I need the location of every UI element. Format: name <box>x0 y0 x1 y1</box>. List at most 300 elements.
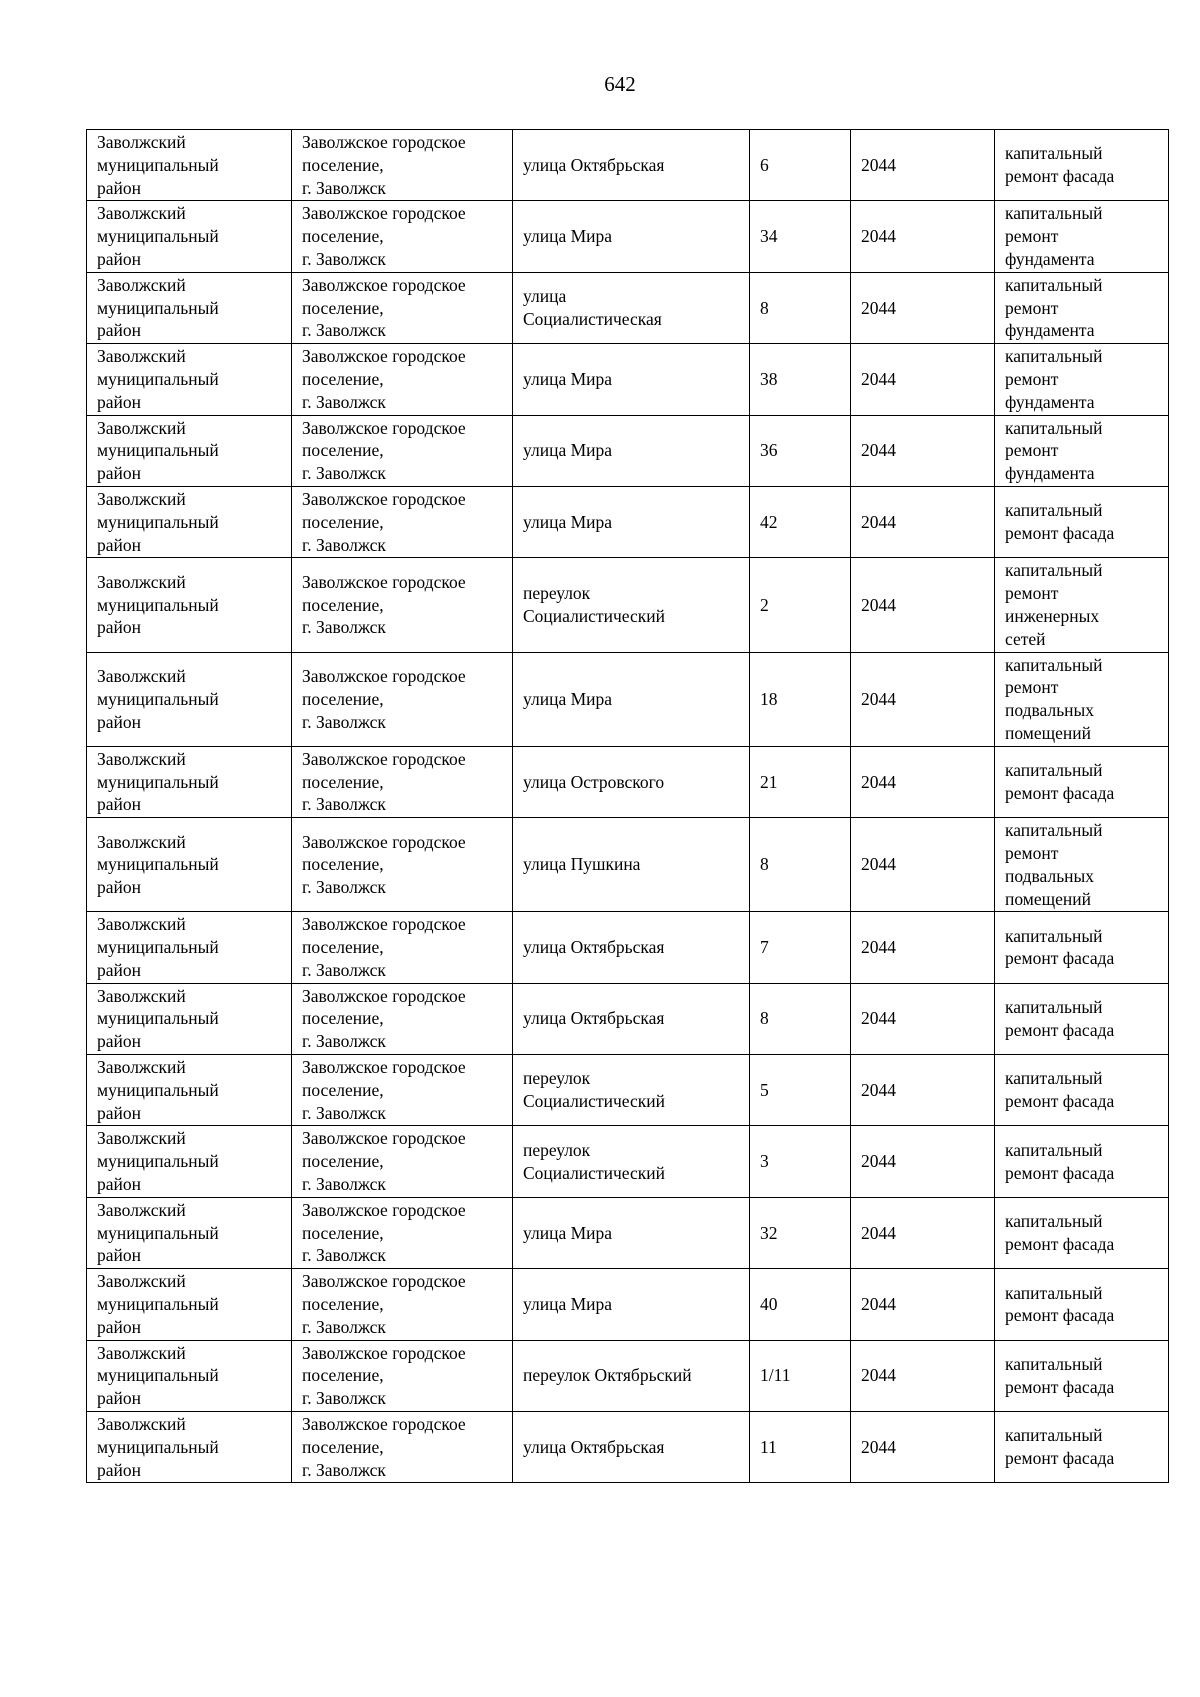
work-type-cell-line: ремонт <box>1005 368 1059 389</box>
district-cell-line: район <box>97 177 141 198</box>
settlement-cell-line: поселение, <box>302 368 384 389</box>
year-cell: 2044 <box>851 818 995 912</box>
year-cell: 2044 <box>851 344 995 415</box>
district-cell-line: Заволжский <box>97 985 186 1006</box>
house-number-cell: 40 <box>750 1269 851 1340</box>
district-cell-line: район <box>97 711 141 732</box>
house-number-cell: 8 <box>750 272 851 343</box>
district-cell-line: район <box>97 617 141 638</box>
house-number-cell: 6 <box>750 130 851 201</box>
work-type-cell-line: капитальный <box>1005 274 1103 295</box>
house-number-cell: 36 <box>750 415 851 486</box>
district-cell <box>87 1197 292 1268</box>
work-type-cell-line: сетей <box>1005 628 1046 649</box>
work-type-cell <box>995 344 1169 415</box>
settlement-cell-line: поселение, <box>302 226 384 247</box>
work-type-cell-line: капитальный <box>1005 417 1103 438</box>
settlement-cell-line: поселение, <box>302 594 384 615</box>
settlement-cell <box>292 558 513 652</box>
district-cell <box>87 1340 292 1411</box>
settlement-cell-line: Заволжское городское <box>302 1057 466 1078</box>
district-cell-line: муниципальный <box>97 771 219 792</box>
district-cell-line: Заволжский <box>97 1199 186 1220</box>
street-cell <box>513 486 750 557</box>
work-type-cell <box>995 1340 1169 1411</box>
work-type-cell-line: ремонт фасада <box>1005 1091 1115 1112</box>
settlement-cell-line: Заволжское городское <box>302 274 466 295</box>
work-type-cell <box>995 746 1169 817</box>
house-number-cell: 2 <box>750 558 851 652</box>
district-cell-line: район <box>97 534 141 555</box>
street-cell-line: улица Октябрьская <box>523 154 665 175</box>
district-cell-line: Заволжский <box>97 571 186 592</box>
district-cell <box>87 558 292 652</box>
district-cell-line: Заволжский <box>97 1057 186 1078</box>
year-cell: 2044 <box>851 983 995 1054</box>
district-cell-line: район <box>97 463 141 484</box>
work-type-cell-line: капитальный <box>1005 1139 1103 1160</box>
street-cell-line: улица Мира <box>523 688 613 709</box>
house-number-cell: 3 <box>750 1126 851 1197</box>
district-cell-line: муниципальный <box>97 854 219 875</box>
house-number-cell: 11 <box>750 1412 851 1483</box>
repair-schedule-table <box>86 129 1169 1483</box>
house-number-cell: 21 <box>750 746 851 817</box>
district-cell-line: муниципальный <box>97 1436 219 1457</box>
settlement-cell <box>292 1412 513 1483</box>
work-type-cell-line: ремонт фасада <box>1005 1305 1115 1326</box>
district-cell <box>87 818 292 912</box>
district-cell-line: Заволжский <box>97 1342 186 1363</box>
settlement-cell-line: поселение, <box>302 1222 384 1243</box>
house-number-cell: 8 <box>750 818 851 912</box>
work-type-cell-line: ремонт фасада <box>1005 1234 1115 1255</box>
settlement-cell-line: Заволжское городское <box>302 346 466 367</box>
street-cell <box>513 130 750 201</box>
work-type-cell <box>995 558 1169 652</box>
settlement-cell-line: г. Заволжск <box>302 1316 386 1337</box>
settlement-cell <box>292 1055 513 1126</box>
street-cell <box>513 272 750 343</box>
district-cell-line: муниципальный <box>97 226 219 247</box>
settlement-cell <box>292 272 513 343</box>
work-type-cell-line: помещений <box>1005 722 1091 743</box>
work-type-cell-line: ремонт <box>1005 842 1059 863</box>
table-row <box>87 983 1169 1054</box>
house-number-cell: 34 <box>750 201 851 272</box>
street-cell-line: улица Октябрьская <box>523 937 665 958</box>
work-type-cell-line: инженерных <box>1005 605 1100 626</box>
house-number-cell: 1/11 <box>750 1340 851 1411</box>
district-cell <box>87 272 292 343</box>
street-cell <box>513 415 750 486</box>
street-cell <box>513 818 750 912</box>
settlement-cell-line: г. Заволжск <box>302 1459 386 1480</box>
work-type-cell-line: капитальный <box>1005 1068 1103 1089</box>
street-cell-line: Социалистический <box>523 605 665 626</box>
street-cell-line: улица Мира <box>523 1294 613 1315</box>
district-cell-line: Заволжский <box>97 274 186 295</box>
year-cell: 2044 <box>851 746 995 817</box>
settlement-cell <box>292 652 513 746</box>
year-cell: 2044 <box>851 1126 995 1197</box>
street-cell-line: Социалистический <box>523 1091 665 1112</box>
work-type-cell-line: подвальных <box>1005 865 1095 886</box>
district-cell-line: Заволжский <box>97 1414 186 1435</box>
street-cell <box>513 1197 750 1268</box>
street-cell <box>513 1340 750 1411</box>
table-row <box>87 415 1169 486</box>
work-type-cell-line: капитальный <box>1005 203 1103 224</box>
settlement-cell-line: г. Заволжск <box>302 320 386 341</box>
work-type-cell <box>995 652 1169 746</box>
settlement-cell-line: Заволжское городское <box>302 571 466 592</box>
work-type-cell-line: капитальный <box>1005 925 1103 946</box>
district-cell-line: Заволжский <box>97 1271 186 1292</box>
district-cell-line: район <box>97 1459 141 1480</box>
district-cell-line: район <box>97 794 141 815</box>
work-type-cell-line: капитальный <box>1005 1354 1103 1375</box>
district-cell <box>87 1126 292 1197</box>
district-cell-line: муниципальный <box>97 594 219 615</box>
settlement-cell-line: поселение, <box>302 297 384 318</box>
year-cell: 2044 <box>851 1269 995 1340</box>
settlement-cell-line: поселение, <box>302 771 384 792</box>
settlement-cell-line: Заволжское городское <box>302 488 466 509</box>
district-cell-line: район <box>97 320 141 341</box>
table-body <box>87 130 1169 1483</box>
street-cell <box>513 1269 750 1340</box>
table-row <box>87 746 1169 817</box>
settlement-cell-line: Заволжское городское <box>302 417 466 438</box>
street-cell <box>513 344 750 415</box>
street-cell-line: улица Мира <box>523 368 613 389</box>
work-type-cell <box>995 818 1169 912</box>
settlement-cell <box>292 746 513 817</box>
settlement-cell-line: г. Заволжск <box>302 177 386 198</box>
work-type-cell-line: капитальный <box>1005 1211 1103 1232</box>
district-cell-line: район <box>97 1388 141 1409</box>
district-cell <box>87 1412 292 1483</box>
table-row <box>87 1412 1169 1483</box>
district-cell <box>87 1269 292 1340</box>
district-cell-line: район <box>97 1174 141 1195</box>
work-type-cell-line: капитальный <box>1005 997 1103 1018</box>
year-cell: 2044 <box>851 652 995 746</box>
street-cell-line: Социалистический <box>523 1162 665 1183</box>
settlement-cell-line: поселение, <box>302 1365 384 1386</box>
district-cell-line: муниципальный <box>97 1294 219 1315</box>
settlement-cell-line: г. Заволжск <box>302 1174 386 1195</box>
work-type-cell <box>995 1269 1169 1340</box>
settlement-cell-line: поселение, <box>302 440 384 461</box>
street-cell-line: переулок <box>523 1139 591 1160</box>
work-type-cell <box>995 415 1169 486</box>
district-cell-line: муниципальный <box>97 154 219 175</box>
work-type-cell-line: ремонт <box>1005 440 1059 461</box>
work-type-cell-line: ремонт фасада <box>1005 1162 1115 1183</box>
year-cell: 2044 <box>851 912 995 983</box>
page-number: 642 <box>604 72 636 96</box>
street-cell-line: переулок Октябрьский <box>523 1365 692 1386</box>
work-type-cell-line: ремонт фасада <box>1005 166 1115 187</box>
work-type-cell-line: фундамента <box>1005 463 1095 484</box>
district-cell <box>87 201 292 272</box>
district-cell-line: Заволжский <box>97 665 186 686</box>
settlement-cell-line: поселение, <box>302 511 384 532</box>
district-cell-line: муниципальный <box>97 1008 219 1029</box>
work-type-cell-line: ремонт фасада <box>1005 523 1115 544</box>
table-row <box>87 1055 1169 1126</box>
table-row <box>87 912 1169 983</box>
district-cell-line: Заволжский <box>97 914 186 935</box>
work-type-cell-line: ремонт <box>1005 677 1059 698</box>
settlement-cell <box>292 201 513 272</box>
year-cell: 2044 <box>851 1197 995 1268</box>
house-number-cell: 38 <box>750 344 851 415</box>
street-cell-line: улица Мира <box>523 511 613 532</box>
street-cell <box>513 201 750 272</box>
settlement-cell-line: г. Заволжск <box>302 534 386 555</box>
settlement-cell <box>292 344 513 415</box>
table-row <box>87 1197 1169 1268</box>
street-cell <box>513 1055 750 1126</box>
settlement-cell <box>292 486 513 557</box>
work-type-cell-line: фундамента <box>1005 320 1095 341</box>
district-cell-line: Заволжский <box>97 417 186 438</box>
street-cell-line: улица Октябрьская <box>523 1436 665 1457</box>
street-cell <box>513 558 750 652</box>
settlement-cell-line: г. Заволжск <box>302 617 386 638</box>
district-cell-line: муниципальный <box>97 1079 219 1100</box>
settlement-cell <box>292 1126 513 1197</box>
year-cell: 2044 <box>851 130 995 201</box>
district-cell-line: Заволжский <box>97 132 186 152</box>
settlement-cell <box>292 415 513 486</box>
work-type-cell-line: ремонт фасада <box>1005 1448 1115 1469</box>
street-cell-line: улица Октябрьская <box>523 1008 665 1029</box>
work-type-cell <box>995 272 1169 343</box>
table-row <box>87 1126 1169 1197</box>
settlement-cell <box>292 1197 513 1268</box>
street-cell-line: улица <box>523 286 567 307</box>
settlement-cell-line: Заволжское городское <box>302 748 466 769</box>
work-type-cell-line: ремонт фасада <box>1005 948 1115 969</box>
table-row <box>87 1269 1169 1340</box>
work-type-cell-line: капитальный <box>1005 1425 1103 1446</box>
settlement-cell-line: г. Заволжск <box>302 1102 386 1123</box>
table-row <box>87 818 1169 912</box>
year-cell: 2044 <box>851 201 995 272</box>
district-cell <box>87 1055 292 1126</box>
street-cell <box>513 1126 750 1197</box>
house-number-cell: 42 <box>750 486 851 557</box>
work-type-cell-line: подвальных <box>1005 700 1095 721</box>
house-number-cell: 5 <box>750 1055 851 1126</box>
district-cell-line: Заволжский <box>97 1128 186 1149</box>
settlement-cell-line: г. Заволжск <box>302 463 386 484</box>
settlement-cell-line: Заволжское городское <box>302 1414 466 1435</box>
work-type-cell <box>995 486 1169 557</box>
district-cell-line: Заволжский <box>97 203 186 224</box>
district-cell <box>87 415 292 486</box>
settlement-cell-line: г. Заволжск <box>302 1245 386 1266</box>
street-cell <box>513 983 750 1054</box>
district-cell-line: Заволжский <box>97 831 186 852</box>
settlement-cell-line: Заволжское городское <box>302 1271 466 1292</box>
street-cell <box>513 1412 750 1483</box>
settlement-cell <box>292 130 513 201</box>
table-row <box>87 1340 1169 1411</box>
street-cell-line: Социалистическая <box>523 308 662 329</box>
settlement-cell-line: поселение, <box>302 688 384 709</box>
work-type-cell-line: капитальный <box>1005 346 1103 367</box>
district-cell-line: муниципальный <box>97 1222 219 1243</box>
settlement-cell <box>292 912 513 983</box>
street-cell-line: улица Мира <box>523 440 613 461</box>
settlement-cell-line: г. Заволжск <box>302 1031 386 1052</box>
district-cell <box>87 983 292 1054</box>
work-type-cell <box>995 983 1169 1054</box>
settlement-cell-line: г. Заволжск <box>302 959 386 980</box>
table-row <box>87 558 1169 652</box>
district-cell-line: район <box>97 1102 141 1123</box>
settlement-cell-line: поселение, <box>302 1079 384 1100</box>
district-cell-line: Заволжский <box>97 748 186 769</box>
street-cell <box>513 652 750 746</box>
work-type-cell-line: ремонт фасада <box>1005 1019 1115 1040</box>
district-cell-line: район <box>97 877 141 898</box>
district-cell-line: муниципальный <box>97 368 219 389</box>
year-cell: 2044 <box>851 415 995 486</box>
district-cell-line: район <box>97 1245 141 1266</box>
house-number-cell: 32 <box>750 1197 851 1268</box>
district-cell <box>87 912 292 983</box>
year-cell: 2044 <box>851 272 995 343</box>
settlement-cell-line: Заволжское городское <box>302 1342 466 1363</box>
work-type-cell <box>995 1412 1169 1483</box>
table-row <box>87 201 1169 272</box>
district-cell-line: район <box>97 391 141 412</box>
year-cell: 2044 <box>851 1055 995 1126</box>
district-cell-line: район <box>97 248 141 269</box>
settlement-cell-line: г. Заволжск <box>302 794 386 815</box>
work-type-cell-line: фундамента <box>1005 248 1095 269</box>
settlement-cell-line: поселение, <box>302 854 384 875</box>
street-cell-line: улица Островского <box>523 771 665 792</box>
work-type-cell-line: ремонт фасада <box>1005 1376 1115 1397</box>
work-type-cell-line: капитальный <box>1005 500 1103 521</box>
settlement-cell-line: Заволжское городское <box>302 914 466 935</box>
year-cell: 2044 <box>851 486 995 557</box>
settlement-cell-line: поселение, <box>302 1008 384 1029</box>
district-cell-line: муниципальный <box>97 688 219 709</box>
work-type-cell-line: ремонт фасада <box>1005 782 1115 803</box>
house-number-cell: 8 <box>750 983 851 1054</box>
work-type-cell <box>995 201 1169 272</box>
house-number-cell: 7 <box>750 912 851 983</box>
district-cell <box>87 130 292 201</box>
settlement-cell-line: г. Заволжск <box>302 1388 386 1409</box>
work-type-cell-line: капитальный <box>1005 1282 1103 1303</box>
district-cell-line: муниципальный <box>97 511 219 532</box>
work-type-cell-line: помещений <box>1005 888 1091 909</box>
settlement-cell-line: поселение, <box>302 1151 384 1172</box>
district-cell <box>87 486 292 557</box>
settlement-cell-line: г. Заволжск <box>302 248 386 269</box>
settlement-cell-line: Заволжское городское <box>302 132 466 152</box>
settlement-cell <box>292 983 513 1054</box>
district-cell-line: район <box>97 1031 141 1052</box>
settlement-cell-line: Заволжское городское <box>302 203 466 224</box>
street-cell-line: улица Мира <box>523 226 613 247</box>
settlement-cell-line: поселение, <box>302 937 384 958</box>
settlement-cell <box>292 818 513 912</box>
settlement-cell-line: поселение, <box>302 1294 384 1315</box>
district-cell-line: муниципальный <box>97 440 219 461</box>
street-cell-line: улица Мира <box>523 1222 613 1243</box>
settlement-cell-line: поселение, <box>302 1436 384 1457</box>
work-type-cell-line: ремонт <box>1005 297 1059 318</box>
work-type-cell-line: капитальный <box>1005 760 1103 781</box>
year-cell: 2044 <box>851 1340 995 1411</box>
street-cell <box>513 912 750 983</box>
table-row <box>87 130 1169 201</box>
work-type-cell <box>995 1197 1169 1268</box>
district-cell-line: район <box>97 1316 141 1337</box>
table-row <box>87 486 1169 557</box>
settlement-cell-line: Заволжское городское <box>302 665 466 686</box>
settlement-cell-line: Заволжское городское <box>302 1199 466 1220</box>
street-cell <box>513 746 750 817</box>
street-cell-line: переулок <box>523 1068 591 1089</box>
work-type-cell <box>995 912 1169 983</box>
work-type-cell-line: ремонт <box>1005 583 1059 604</box>
settlement-cell-line: г. Заволжск <box>302 877 386 898</box>
settlement-cell-line: г. Заволжск <box>302 391 386 412</box>
settlement-cell-line: Заволжское городское <box>302 985 466 1006</box>
district-cell-line: муниципальный <box>97 297 219 318</box>
work-type-cell <box>995 130 1169 201</box>
settlement-cell-line: г. Заволжск <box>302 711 386 732</box>
table-row <box>87 344 1169 415</box>
street-cell-line: улица Пушкина <box>523 854 641 875</box>
settlement-cell-line: Заволжское городское <box>302 831 466 852</box>
work-type-cell <box>995 1055 1169 1126</box>
settlement-cell <box>292 1269 513 1340</box>
district-cell-line: район <box>97 959 141 980</box>
district-cell-line: Заволжский <box>97 488 186 509</box>
district-cell-line: Заволжский <box>97 346 186 367</box>
work-type-cell-line: капитальный <box>1005 654 1103 675</box>
work-type-cell-line: фундамента <box>1005 391 1095 412</box>
district-cell <box>87 344 292 415</box>
work-type-cell-line: ремонт <box>1005 226 1059 247</box>
work-type-cell-line: капитальный <box>1005 820 1103 841</box>
house-number-cell: 18 <box>750 652 851 746</box>
year-cell: 2044 <box>851 1412 995 1483</box>
district-cell <box>87 652 292 746</box>
work-type-cell-line: капитальный <box>1005 560 1103 581</box>
street-cell-line: переулок <box>523 583 591 604</box>
settlement-cell <box>292 1340 513 1411</box>
table-row <box>87 272 1169 343</box>
district-cell-line: муниципальный <box>97 1151 219 1172</box>
work-type-cell <box>995 1126 1169 1197</box>
district-cell-line: муниципальный <box>97 1365 219 1386</box>
district-cell <box>87 746 292 817</box>
work-type-cell-line: капитальный <box>1005 143 1103 164</box>
